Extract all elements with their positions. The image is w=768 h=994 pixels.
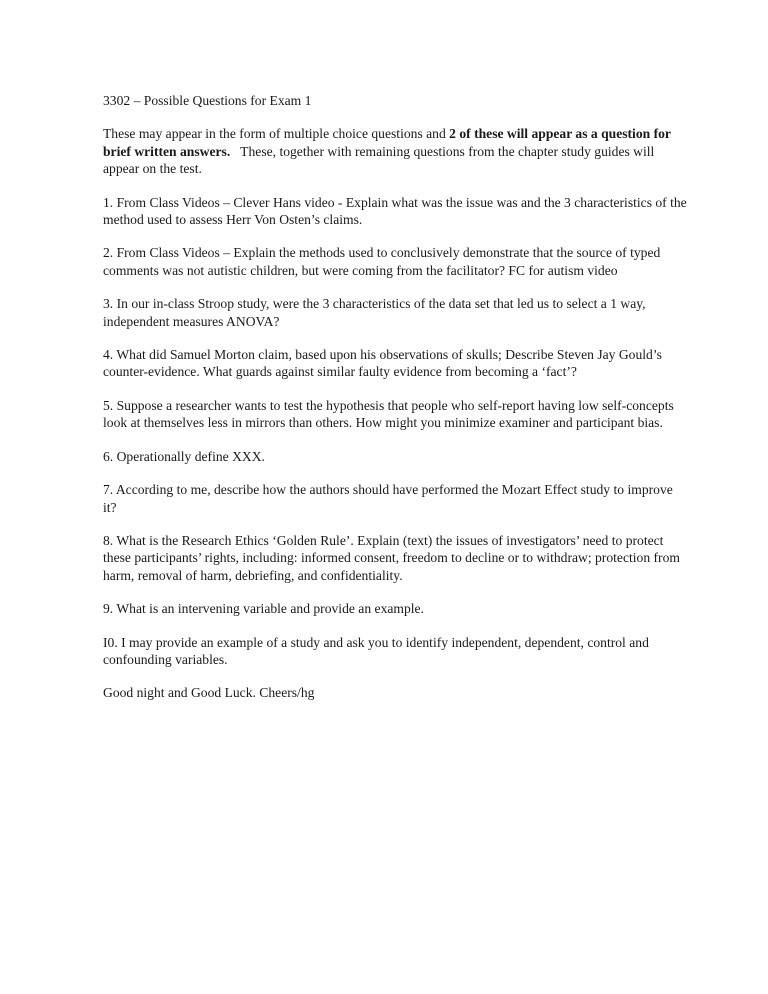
intro-bold-text: 2 of these will appear as a question for brief written answers. xyxy=(103,126,671,159)
intro-paragraph xyxy=(103,125,688,177)
closing-line: Good night and Good Luck. Cheers/hg xyxy=(103,685,315,701)
question-5: 5. Suppose a researcher wants to test the hypothesis that people who self-report having low self-concepts look at themselves less in mirrors than others. How might you minimize examiner and participant bias. xyxy=(103,397,674,431)
question-6: 6. Operationally define XXX. xyxy=(103,448,265,464)
question-8: 8. What is the Research Ethics ‘Golden Rule’. Explain (text) the issues of investigators’ need to protect these participants’ rights, including: informed consent, freedom to decline or to withdraw; protection from harm, removal of harm, debriefing, and confidentiality. xyxy=(103,532,680,583)
question-3: 3. In our in-class Stroop study, were the 3 characteristics of the data set that led us to select a 1 way, independent measures ANOVA? xyxy=(103,296,646,329)
question-7: 7. According to me, describe how the authors should have performed the Mozart Effect study to improve it? xyxy=(103,482,673,515)
question-10: I0. I may provide an example of a study and ask you to identify independent, dependent, control and confounding variables. xyxy=(103,634,649,667)
question-1: 1. From Class Videos – Clever Hans video - Explain what was the issue was and the 3 characteristics of the method used to assess Herr Von Osten’s claims. xyxy=(103,194,687,228)
question-9: 9. What is an intervening variable and provide an example. xyxy=(103,601,424,617)
intro-text-b: These, together with remaining questions from the chapter study guides will appear on the test. xyxy=(103,143,658,177)
question-2: 2. From Class Videos – Explain the methods used to conclusively demonstrate that the source of typed comments was not autistic children, but were coming from the facilitator? FC for autism video xyxy=(103,245,661,278)
document-title: 3302 – Possible Questions for Exam 1 xyxy=(103,93,312,108)
question-4: 4. What did Samuel Morton claim, based upon his observations of skulls; Describe Steven Jay Gould’s counter-evidence. What guards against similar faulty evidence from becoming a ‘fact’? xyxy=(103,347,662,380)
intro-text-a: These may appear in the form of multiple choice questions and xyxy=(103,126,450,142)
document-body xyxy=(103,92,688,702)
